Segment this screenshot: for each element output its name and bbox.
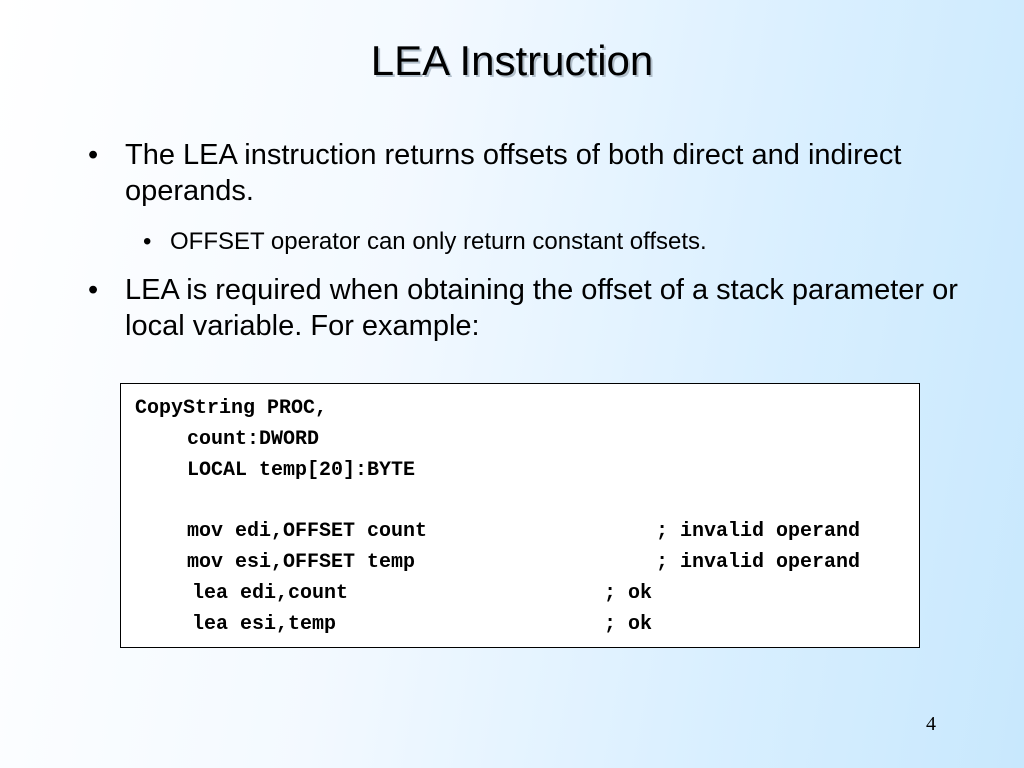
code-instruction: mov esi,OFFSET temp [187,551,416,574]
code-instruction: count:DWORD [187,428,320,451]
code-line [135,394,328,424]
sub-bullet-marker: • [143,228,152,255]
code-comment: ; ok [604,613,653,636]
bullet-marker: • [88,274,99,306]
code-instruction: lea edi,count [192,582,349,605]
code-line [187,456,416,486]
bullet-item [88,272,968,344]
code-comment: ; invalid operand [656,551,861,574]
code-instruction: CopyString PROC, [135,397,328,420]
code-instruction: mov edi,OFFSET count [187,520,428,543]
code-instruction: LOCAL temp[20]:BYTE [187,459,416,482]
code-line [192,610,653,640]
bullet-marker: • [88,139,99,171]
code-line [192,579,653,609]
code-line [187,425,320,455]
code-instruction: lea esi,temp [192,613,337,636]
bullet-text: LEA is required when obtaining the offset of a stack parameter or local variable. For example: [125,274,958,342]
sub-bullet-item [143,227,943,257]
sub-bullet-text: OFFSET operator can only return constant offsets. [170,228,707,255]
code-example-box [120,383,920,648]
bullet-text: The LEA instruction returns offsets of both direct and indirect operands. [125,139,902,207]
slide-title: LEA Instruction [370,37,654,84]
code-comment: ; invalid operand [656,520,861,543]
slide-number: 4 [926,713,936,735]
code-line [187,548,861,578]
code-comment: ; ok [604,582,653,605]
code-line [187,517,861,547]
bullet-item [88,137,968,209]
